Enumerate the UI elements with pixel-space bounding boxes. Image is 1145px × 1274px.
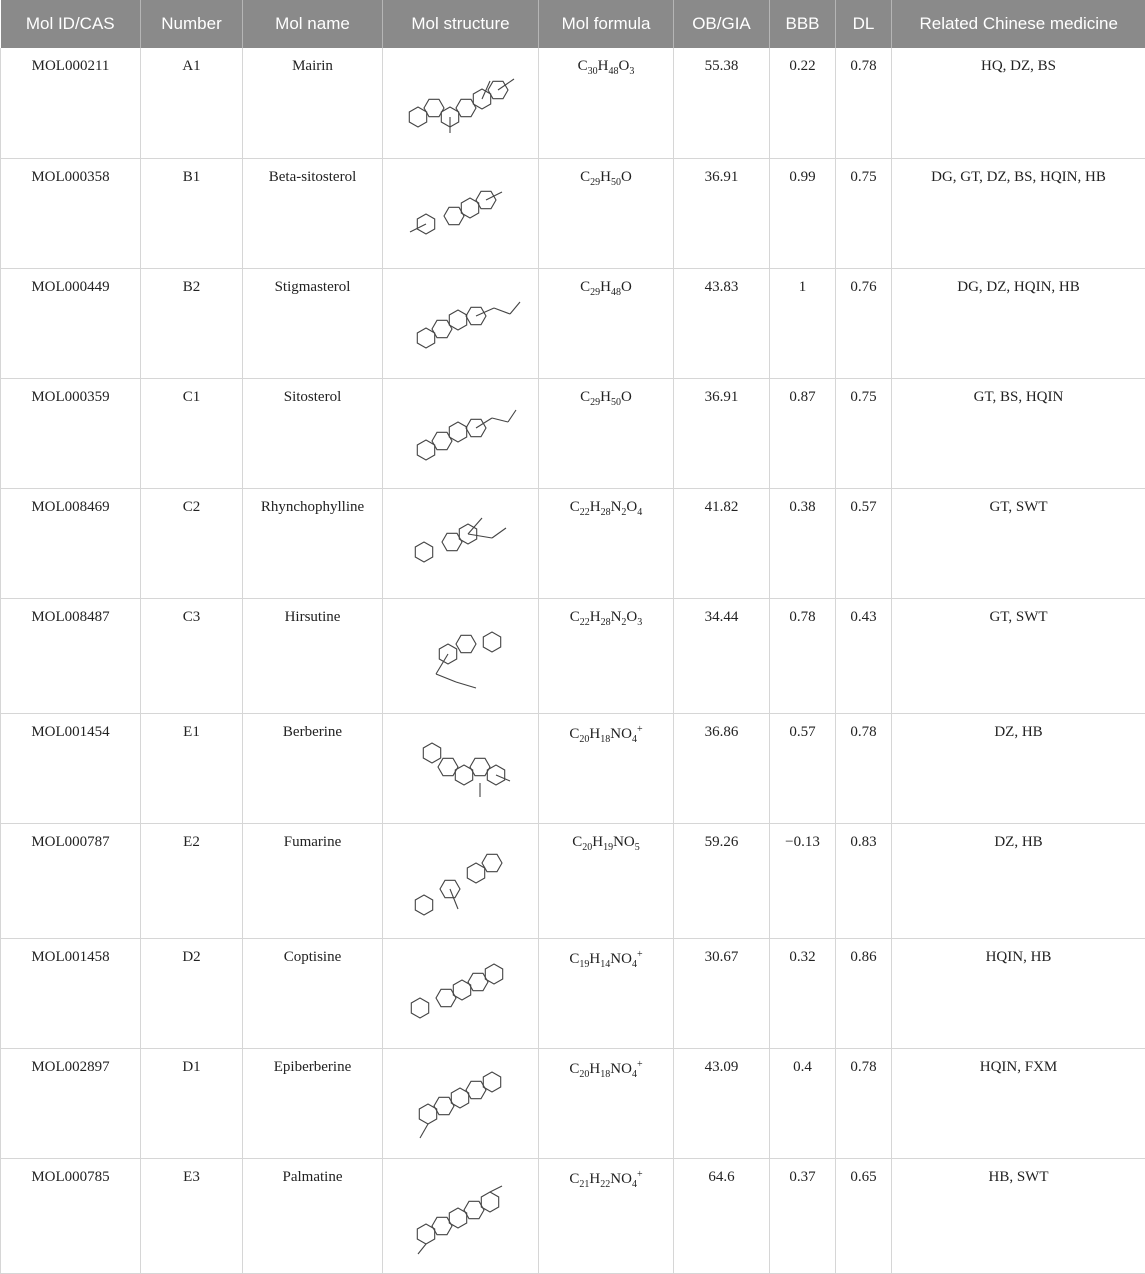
molecule-structure-image: [396, 278, 526, 368]
molecule-structure-image: [396, 388, 526, 478]
cell-mol-name: Berberine: [243, 713, 383, 823]
cell-mol-formula: $C_{22}H_{28}N_2O_4$: [539, 488, 674, 598]
cell-mol-name: Sitosterol: [243, 378, 383, 488]
cell-related-medicine: HB, SWT: [892, 1158, 1145, 1273]
cell-mol-structure: [383, 158, 539, 268]
table-row: [1, 598, 1145, 713]
cell-bbb: 0.38: [770, 488, 836, 598]
cell-number: B2: [141, 268, 243, 378]
cell-mol-structure: [383, 713, 539, 823]
cell-mol-id: MOL000359: [1, 378, 141, 488]
header-row: [1, 0, 1145, 48]
table-row: [1, 713, 1145, 823]
cell-bbb: 0.22: [770, 48, 836, 158]
cell-mol-id: MOL000211: [1, 48, 141, 158]
cell-number: C2: [141, 488, 243, 598]
molecule-structure-image: [396, 168, 526, 258]
cell-mol-formula: $C_{21}H_{22}NO_4^+$: [539, 1158, 674, 1273]
cell-bbb: 0.87: [770, 378, 836, 488]
cell-mol-structure: [383, 48, 539, 158]
cell-ob-gia: 34.44: [674, 598, 770, 713]
cell-related-medicine: HQIN, FXM: [892, 1048, 1145, 1158]
cell-mol-id: MOL002897: [1, 1048, 141, 1158]
cell-related-medicine: DZ, HB: [892, 713, 1145, 823]
cell-mol-id: MOL008487: [1, 598, 141, 713]
table-row: [1, 823, 1145, 938]
cell-related-medicine: DZ, HB: [892, 823, 1145, 938]
cell-mol-id: MOL001454: [1, 713, 141, 823]
cell-ob-gia: 55.38: [674, 48, 770, 158]
cell-number: E3: [141, 1158, 243, 1273]
cell-bbb: 0.78: [770, 598, 836, 713]
cell-number: D2: [141, 938, 243, 1048]
cell-mol-formula: $C_{29}H_{48}O$: [539, 268, 674, 378]
cell-related-medicine: GT, SWT: [892, 488, 1145, 598]
col-header-related-medicine: Related Chinese medicine: [892, 0, 1145, 48]
cell-number: B1: [141, 158, 243, 268]
cell-mol-structure: [383, 378, 539, 488]
cell-number: E1: [141, 713, 243, 823]
cell-dl: 0.78: [836, 713, 892, 823]
cell-mol-name: Beta-sitosterol: [243, 158, 383, 268]
molecule-structure-image: [396, 57, 526, 147]
molecule-structure-image: [396, 498, 526, 588]
cell-dl: 0.43: [836, 598, 892, 713]
col-header-mol-structure: Mol structure: [383, 0, 539, 48]
molecule-structure-image: [396, 1058, 526, 1148]
cell-number: E2: [141, 823, 243, 938]
cell-ob-gia: 36.86: [674, 713, 770, 823]
cell-mol-id: MOL008469: [1, 488, 141, 598]
cell-number: C1: [141, 378, 243, 488]
cell-related-medicine: GT, BS, HQIN: [892, 378, 1145, 488]
molecule-structure-image: [396, 835, 526, 925]
cell-ob-gia: 30.67: [674, 938, 770, 1048]
molecule-structure-image: [396, 610, 526, 700]
cell-bbb: 0.37: [770, 1158, 836, 1273]
table-row: [1, 938, 1145, 1048]
cell-mol-structure: [383, 598, 539, 713]
cell-mol-name: Rhynchophylline: [243, 488, 383, 598]
cell-mol-formula: $C_{20}H_{18}NO_4^+$: [539, 1048, 674, 1158]
table-row: [1, 158, 1145, 268]
cell-related-medicine: GT, SWT: [892, 598, 1145, 713]
cell-number: D1: [141, 1048, 243, 1158]
cell-number: A1: [141, 48, 243, 158]
table-row: [1, 48, 1145, 158]
cell-mol-name: Palmatine: [243, 1158, 383, 1273]
cell-mol-structure: [383, 938, 539, 1048]
cell-mol-formula: $C_{20}H_{18}NO_4^+$: [539, 713, 674, 823]
cell-mol-structure: [383, 268, 539, 378]
cell-mol-name: Hirsutine: [243, 598, 383, 713]
cell-ob-gia: 59.26: [674, 823, 770, 938]
cell-mol-id: MOL000787: [1, 823, 141, 938]
cell-ob-gia: 41.82: [674, 488, 770, 598]
cell-mol-structure: [383, 1158, 539, 1273]
cell-mol-formula: $C_{29}H_{50}O$: [539, 158, 674, 268]
molecule-structure-image: [396, 1170, 526, 1260]
cell-dl: 0.78: [836, 48, 892, 158]
cell-related-medicine: DG, GT, DZ, BS, HQIN, HB: [892, 158, 1145, 268]
col-header-mol-formula: Mol formula: [539, 0, 674, 48]
cell-mol-formula: $C_{19}H_{14}NO_4^+$: [539, 938, 674, 1048]
cell-dl: 0.75: [836, 378, 892, 488]
cell-dl: 0.83: [836, 823, 892, 938]
cell-dl: 0.57: [836, 488, 892, 598]
cell-ob-gia: 43.83: [674, 268, 770, 378]
molecule-structure-image: [396, 948, 526, 1038]
cell-mol-structure: [383, 823, 539, 938]
table-body: [1, 48, 1145, 1273]
table-row: [1, 1158, 1145, 1273]
table-row: [1, 1048, 1145, 1158]
molecule-structure-image: [396, 723, 526, 813]
cell-mol-formula: $C_{30}H_{48}O_3$: [539, 48, 674, 158]
cell-mol-name: Epiberberine: [243, 1048, 383, 1158]
cell-related-medicine: HQIN, HB: [892, 938, 1145, 1048]
cell-ob-gia: 36.91: [674, 158, 770, 268]
cell-mol-structure: [383, 1048, 539, 1158]
col-header-ob-gia: OB/GIA: [674, 0, 770, 48]
col-header-mol-id: Mol ID/CAS: [1, 0, 141, 48]
cell-mol-id: MOL000785: [1, 1158, 141, 1273]
cell-mol-id: MOL000449: [1, 268, 141, 378]
cell-mol-name: Coptisine: [243, 938, 383, 1048]
col-header-dl: DL: [836, 0, 892, 48]
col-header-mol-name: Mol name: [243, 0, 383, 48]
cell-bbb: 0.57: [770, 713, 836, 823]
table-row: [1, 488, 1145, 598]
cell-number: C3: [141, 598, 243, 713]
cell-mol-name: Stigmasterol: [243, 268, 383, 378]
cell-mol-id: MOL000358: [1, 158, 141, 268]
cell-bbb: 0.99: [770, 158, 836, 268]
table-row: [1, 378, 1145, 488]
cell-bbb: 0.32: [770, 938, 836, 1048]
col-header-number: Number: [141, 0, 243, 48]
cell-dl: 0.76: [836, 268, 892, 378]
cell-related-medicine: DG, DZ, HQIN, HB: [892, 268, 1145, 378]
cell-mol-name: Mairin: [243, 48, 383, 158]
cell-ob-gia: 64.6: [674, 1158, 770, 1273]
cell-dl: 0.75: [836, 158, 892, 268]
cell-bbb: 1: [770, 268, 836, 378]
cell-mol-formula: $C_{22}H_{28}N_2O_3$: [539, 598, 674, 713]
cell-mol-name: Fumarine: [243, 823, 383, 938]
cell-mol-structure: [383, 488, 539, 598]
cell-mol-id: MOL001458: [1, 938, 141, 1048]
cell-dl: 0.86: [836, 938, 892, 1048]
cell-ob-gia: 36.91: [674, 378, 770, 488]
cell-related-medicine: HQ, DZ, BS: [892, 48, 1145, 158]
cell-dl: 0.78: [836, 1048, 892, 1158]
cell-bbb: −0.13: [770, 823, 836, 938]
cell-mol-formula: $C_{20}H_{19}NO_5$: [539, 823, 674, 938]
col-header-bbb: BBB: [770, 0, 836, 48]
cell-mol-formula: $C_{29}H_{50}O$: [539, 378, 674, 488]
cell-dl: 0.65: [836, 1158, 892, 1273]
table-row: [1, 268, 1145, 378]
cell-ob-gia: 43.09: [674, 1048, 770, 1158]
cell-bbb: 0.4: [770, 1048, 836, 1158]
